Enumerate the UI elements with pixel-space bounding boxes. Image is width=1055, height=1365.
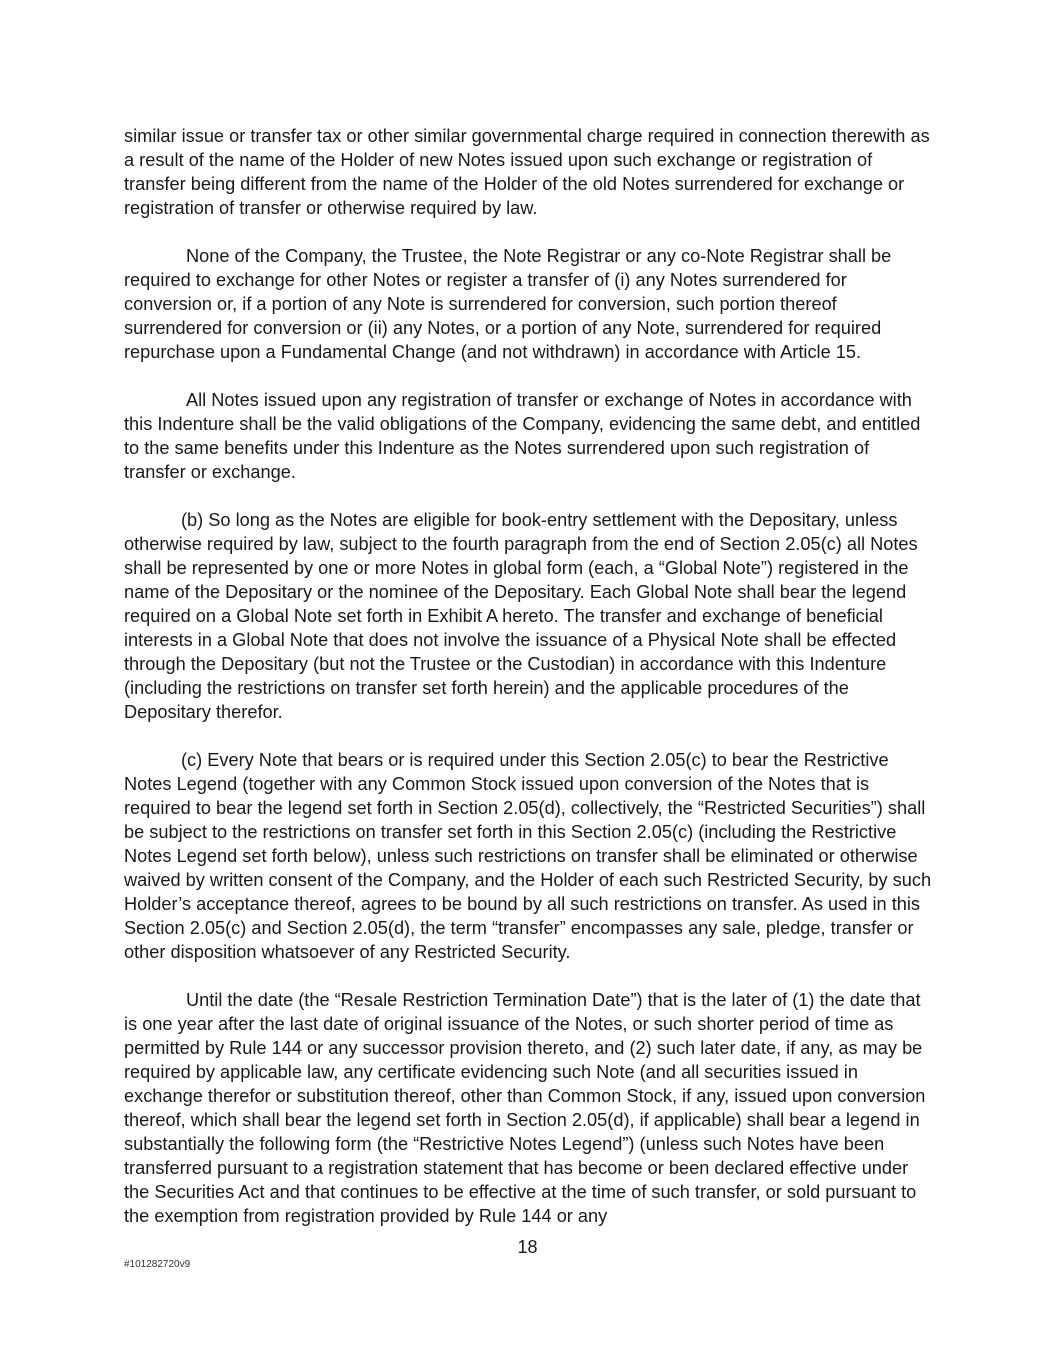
paragraph-c-restricted-securities: (c) Every Note that bears or is required under this Section 2.05(c) to bear the Restrictive Notes Legend (together with any Common Stock issued upon conversion of the Notes that is required to bear the legend set forth in Section 2.05(d), collectively, the “Restricted Securities”) shall be subject to the restrictions on transfer set forth in this Section 2.05(c) (including the Restrictive Notes Legend set forth below), unless such restrictions on transfer shall be eliminated or otherwise waived by written consent of the Company, and the Holder of each such Restricted Security, by such Holder’s acceptance thereof, agrees to be bound by all such restrictions on transfer. As used in this Section 2.05(c) and Section 2.05(d), the term “transfer” encompasses any sale, pledge, transfer or other disposition whatsoever of any Restricted Security.: [124, 750, 932, 962]
paragraph-resale-restriction: Until the date (the “Resale Restriction Termination Date”) that is the later of (1) the date that is one year after the last date of original issuance of the Notes, or such shorter period of time as permitted by Rule 144 or any successor provision thereto, and (2) such later date, if any, as may be required by applicable law, any certificate evidencing such Note (and all securities issued in exchange therefor or substitution thereof, other than Common Stock, if any, issued upon conversion thereof, which shall bear the legend set forth in Section 2.05(d), if applicable) shall bear a legend in substantially the following form (the “Restrictive Notes Legend”) (unless such Notes have been transferred pursuant to a registration statement that has become or been declared effective under the Securities Act and that continues to be effective at the time of such transfer, or sold pursuant to the exemption from registration provided by Rule 144 or any: [124, 990, 926, 1226]
paragraph-continued: similar issue or transfer tax or other similar governmental charge required in connection therewith as a result of the name of the Holder of new Notes issued upon such exchange or registration of transfer being different from the name of the Holder of the old Notes surrendered for exchange or registration of transfer or otherwise required by law.: [124, 126, 930, 218]
body-text: [124, 124, 932, 1252]
paragraph-b-global-notes: (b) So long as the Notes are eligible for book-entry settlement with the Depositary, unless otherwise required by law, subject to the fourth paragraph from the end of Section 2.05(c) all Notes shall be represented by one or more Notes in global form (each, a “Global Note”) registered in the name of the Depositary or the nominee of the Depositary. Each Global Note shall bear the legend required on a Global Note set forth in Exhibit A hereto. The transfer and exchange of beneficial interests in a Global Note that does not involve the issuance of a Physical Note shall be effected through the Depositary (but not the Trustee or the Custodian) in accordance with this Indenture (including the restrictions on transfer set forth herein) and the applicable procedures of the Depositary therefor.: [124, 510, 918, 722]
page-number: 18: [517, 1237, 538, 1257]
paragraph-registrar-exceptions: None of the Company, the Trustee, the Note Registrar or any co-Note Registrar shall be required to exchange for other Notes or register a transfer of (i) any Notes surrendered for conversion or, if a portion of any Note is surrendered for conversion, such portion thereof surrendered for conversion or (ii) any Notes, or a portion of any Note, surrendered for required repurchase upon a Fundamental Change (and not withdrawn) in accordance with Article 15.: [124, 246, 892, 362]
paragraph-valid-obligations: All Notes issued upon any registration of transfer or exchange of Notes in accordance with this Indenture shall be the valid obligations of the Company, evidencing the same debt, and entitled to the same benefits under this Indenture as the Notes surrendered upon such registration of transfer or exchange.: [124, 390, 921, 482]
document-id: #101282720v9: [124, 1259, 191, 1270]
